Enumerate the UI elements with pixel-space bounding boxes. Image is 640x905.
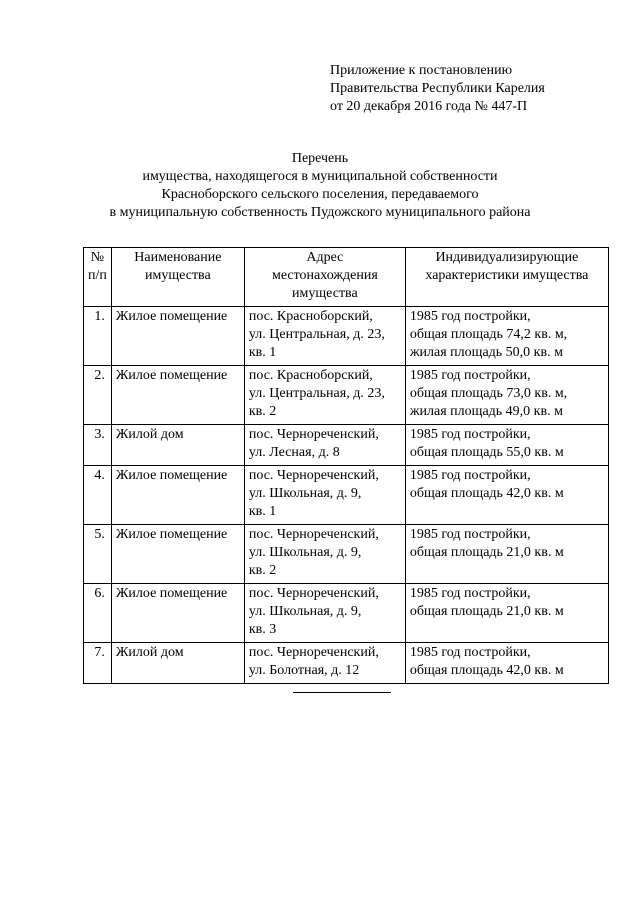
header-address — [244, 248, 405, 307]
property-name: Жилое помещение — [111, 584, 244, 643]
table-row — [84, 307, 609, 366]
characteristic-line: 1985 год постройки, — [409, 645, 531, 660]
characteristic-line: 1985 год постройки, — [409, 427, 531, 442]
row-number: 4. — [84, 466, 112, 525]
characteristic-line: общая площадь 55,0 кв. м — [409, 445, 564, 460]
header-text: Индивидуализирующие — [435, 250, 579, 265]
row-number: 3. — [84, 425, 112, 466]
address-line: кв. 1 — [248, 504, 277, 519]
table-header-row — [84, 248, 609, 307]
document-title — [0, 150, 640, 222]
table-row — [84, 643, 609, 684]
header-text: Наименование — [134, 250, 222, 265]
address-line: пос. Чернореченский, — [248, 427, 379, 442]
header-text: п/п — [88, 268, 107, 283]
address-line: пос. Чернореченский, — [248, 645, 379, 660]
property-name: Жилое помещение — [111, 525, 244, 584]
table-row — [84, 466, 609, 525]
address-line: пос. Красноборский, — [248, 309, 373, 324]
characteristic-line: общая площадь 21,0 кв. м — [409, 604, 564, 619]
address-line: пос. Чернореченский, — [248, 527, 379, 542]
table-row — [84, 584, 609, 643]
address-line: кв. 2 — [248, 404, 277, 419]
characteristic-line: общая площадь 73,0 кв. м, — [409, 386, 568, 401]
table-row — [84, 366, 609, 425]
header-characteristics — [405, 248, 608, 307]
annex-line: Правительства Республики Карелия — [330, 81, 545, 96]
characteristic-line: 1985 год постройки, — [409, 309, 531, 324]
property-address — [244, 643, 405, 684]
property-characteristics — [405, 466, 608, 525]
header-text: характеристики имущества — [425, 268, 589, 283]
property-name: Жилой дом — [111, 643, 244, 684]
header-text: местонахождения — [271, 268, 378, 283]
property-characteristics — [405, 584, 608, 643]
table-body — [84, 307, 609, 684]
address-line: ул. Школьная, д. 9, — [248, 604, 362, 619]
address-line: ул. Болотная, д. 12 — [248, 663, 360, 678]
property-characteristics — [405, 425, 608, 466]
header-text: Адрес — [306, 250, 344, 265]
characteristic-line: 1985 год постройки, — [409, 468, 531, 483]
annex-line: Приложение к постановлению — [330, 63, 513, 78]
property-address — [244, 466, 405, 525]
property-name: Жилой дом — [111, 425, 244, 466]
header-name — [111, 248, 244, 307]
table-row — [84, 525, 609, 584]
row-number: 7. — [84, 643, 112, 684]
characteristic-line: общая площадь 21,0 кв. м — [409, 545, 564, 560]
title-line: Красноборского сельского поселения, передаваемого — [161, 187, 479, 202]
address-line: пос. Чернореченский, — [248, 468, 379, 483]
header-text: № — [90, 250, 105, 265]
characteristic-line: общая площадь 42,0 кв. м — [409, 486, 564, 501]
address-line: кв. 2 — [248, 563, 277, 578]
title-line: в муниципальную собственность Пудожского муниципального района — [109, 205, 531, 220]
address-line: кв. 3 — [248, 622, 277, 637]
property-address — [244, 307, 405, 366]
characteristic-line: 1985 год постройки, — [409, 368, 531, 383]
table-row — [84, 425, 609, 466]
property-name: Жилое помещение — [111, 366, 244, 425]
annex-block — [330, 62, 545, 116]
property-name: Жилое помещение — [111, 466, 244, 525]
address-line: ул. Школьная, д. 9, — [248, 545, 362, 560]
property-address — [244, 584, 405, 643]
title-line: Перечень — [291, 151, 349, 166]
address-line: ул. Центральная, д. 23, — [248, 386, 385, 401]
property-characteristics — [405, 525, 608, 584]
characteristic-line: жилая площадь 49,0 кв. м — [409, 404, 563, 419]
header-text: имущества — [292, 286, 358, 301]
characteristic-line: 1985 год постройки, — [409, 527, 531, 542]
annex-line: от 20 декабря 2016 года № 447-П — [330, 99, 528, 114]
address-line: пос. Красноборский, — [248, 368, 373, 383]
property-name: Жилое помещение — [111, 307, 244, 366]
characteristic-line: общая площадь 74,2 кв. м, — [409, 327, 568, 342]
address-line: кв. 1 — [248, 345, 277, 360]
title-line: имущества, находящегося в муниципальной собственности — [142, 169, 498, 184]
header-text: имущества — [145, 268, 211, 283]
address-line: ул. Школьная, д. 9, — [248, 486, 362, 501]
characteristic-line: жилая площадь 50,0 кв. м — [409, 345, 563, 360]
row-number: 2. — [84, 366, 112, 425]
header-num — [84, 248, 112, 307]
characteristic-line: 1985 год постройки, — [409, 586, 531, 601]
address-line: ул. Центральная, д. 23, — [248, 327, 385, 342]
characteristic-line: общая площадь 42,0 кв. м — [409, 663, 564, 678]
property-address — [244, 366, 405, 425]
property-characteristics — [405, 643, 608, 684]
address-line: ул. Лесная, д. 8 — [248, 445, 340, 460]
row-number: 1. — [84, 307, 112, 366]
address-line: пос. Чернореченский, — [248, 586, 379, 601]
end-divider — [293, 692, 391, 693]
property-address — [244, 425, 405, 466]
property-characteristics — [405, 366, 608, 425]
row-number: 6. — [84, 584, 112, 643]
property-table — [83, 247, 609, 684]
property-address — [244, 525, 405, 584]
row-number: 5. — [84, 525, 112, 584]
property-characteristics — [405, 307, 608, 366]
